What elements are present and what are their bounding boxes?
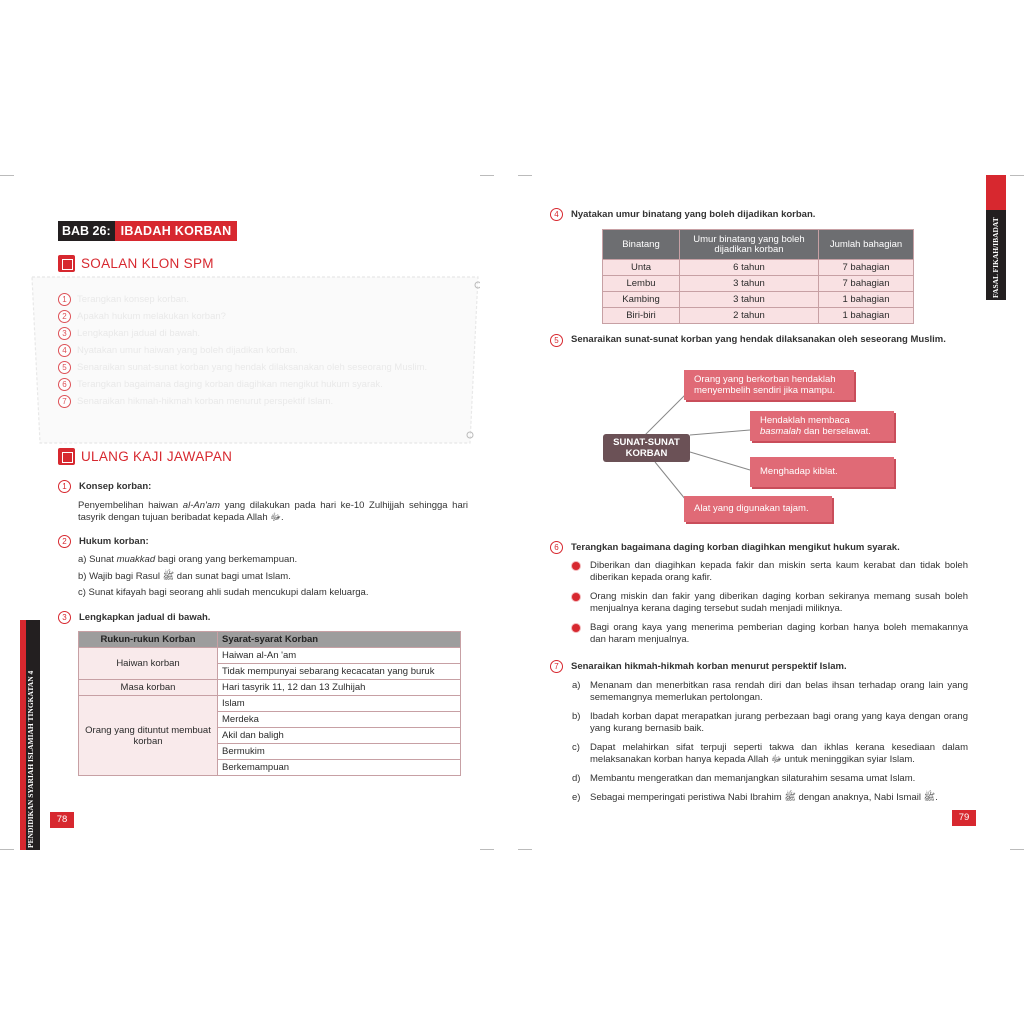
table-cell: Kambing	[603, 292, 680, 308]
soalan-item: 1 Terangkan konsep korban.	[58, 293, 189, 306]
table-header: Rukun-rukun Korban	[79, 632, 218, 648]
table-cell: Orang yang dituntut membuat korban	[79, 696, 218, 776]
table-cell: 6 tahun	[680, 260, 819, 276]
diagram-node: Orang yang berkorban hendaklah menyembelih sendiri jika mampu.	[684, 370, 854, 400]
answer-7-item: Menanam dan menerbitkan rasa rendah diri dan belas ihsan terhadap orang lain yang sememangnya memerlukan pertolongan.	[590, 680, 968, 703]
soalan-item: 4 Nyatakan umur haiwan yang boleh dijadikan korban.	[58, 344, 298, 357]
soalan-item: 2 Apakah hukum melakukan korban?	[58, 310, 226, 323]
crop-mark	[1010, 849, 1024, 850]
table-cell: 3 tahun	[680, 292, 819, 308]
table-header: Umur binatang yang boleh dijadikan korban	[680, 230, 819, 260]
diagram-node: Menghadap kiblat.	[750, 457, 894, 487]
crop-mark	[0, 175, 14, 176]
table-cell: 2 tahun	[680, 308, 819, 324]
soalan-item: 5 Senaraikan sunat-sunat korban yang hendak dilaksanakan oleh seseorang Muslim.	[58, 361, 427, 374]
soalan-item: 3 Lengkapkan jadual di bawah.	[58, 327, 200, 340]
crop-mark	[480, 849, 494, 850]
book-icon	[58, 448, 75, 465]
answer-7-item: Ibadah korban dapat merapatkan jurang perbezaan bagi orang yang kaya dengan orang yang kurang bernasib baik.	[590, 711, 968, 734]
table-cell: Haiwan al-An 'am	[218, 648, 461, 664]
table-cell: 3 tahun	[680, 276, 819, 292]
crop-mark	[480, 175, 494, 176]
table-cell: Haiwan korban	[79, 648, 218, 680]
answer-4-heading: 4 Nyatakan umur binatang yang boleh dijadikan korban.	[550, 208, 815, 221]
answer-6-item: Diberikan dan diagihkan kepada fakir dan miskin serta kaum kerabat dan tidak boleh diberikan kepada orang kafir.	[590, 560, 968, 583]
answer-5-heading: 5 Senaraikan sunat-sunat korban yang hendak dilaksanakan oleh seseorang Muslim.	[550, 334, 970, 347]
list-marker: b)	[572, 711, 581, 722]
table-cell: Biri-biri	[603, 308, 680, 324]
ulang-title: ULANG KAJI JAWAPAN	[81, 449, 233, 464]
book-title-vertical: PENDIDIKAN SYARIAH ISLAMIAH TINGKATAN 4	[26, 670, 35, 848]
answer-2-b: b) Wajib bagi Rasul ﷺ dan sunat bagi umat Islam.	[78, 571, 291, 582]
answer-1-heading: 1 Konsep korban:	[58, 480, 151, 493]
table-cell: Akil dan baligh	[218, 728, 461, 744]
page-number: 78	[50, 812, 74, 828]
soalan-title: SOALAN KLON SPM	[81, 256, 214, 271]
chapter-title: IBADAH KORBAN	[115, 221, 238, 241]
section-title-vertical: FASAL FIKAH/IBADAT	[991, 217, 1000, 298]
soalan-item: 6 Terangkan bagaimana daging korban diagihkan mengikut hukum syarak.	[58, 378, 383, 391]
table-cell: Merdeka	[218, 712, 461, 728]
bullet-icon	[572, 593, 580, 604]
bullet-icon	[572, 562, 580, 573]
book-icon	[58, 255, 75, 272]
table-header: Binatang	[603, 230, 680, 260]
answer-6-item: Bagi orang kaya yang menerima pemberian daging korban hanya boleh memakannya dan haram menjualnya.	[590, 622, 968, 645]
table-cell: 1 bahagian	[819, 292, 914, 308]
table-cell: 7 bahagian	[819, 276, 914, 292]
rukun-table	[78, 631, 461, 776]
crop-mark	[1010, 175, 1024, 176]
table-cell: Hari tasyrik 11, 12 dan 13 Zulhijah	[218, 680, 461, 696]
diagram-node: Hendaklah membaca basmalah dan berselawat.	[750, 411, 894, 441]
diagram-node: Alat yang digunakan tajam.	[684, 496, 832, 522]
chapter-heading	[58, 221, 237, 241]
answer-7-item: Dapat melahirkan sifat terpuji seperti takwa dan ikhlas kerana kesediaan dalam melaksanakan korban hanya kepada Allah ﷻ untuk meninggikan syiar Islam.	[590, 742, 968, 765]
table-cell: Lembu	[603, 276, 680, 292]
bullet-icon	[572, 624, 580, 635]
answer-7-item: Membantu mengeratkan dan memanjangkan silaturahim sesama umat Islam.	[590, 773, 916, 784]
table-cell: Bermukim	[218, 744, 461, 760]
table-cell: 1 bahagian	[819, 308, 914, 324]
answer-7-item: Sebagai memperingati peristiwa Nabi Ibrahim ﷺ dengan anaknya, Nabi Ismail ﷺ.	[590, 792, 938, 803]
answer-2-c: c) Sunat kifayah bagi seorang ahli sudah mencukupi dalam keluarga.	[78, 587, 369, 598]
answer-2-a: a) Sunat muakkad bagi orang yang berkemampuan.	[78, 554, 298, 565]
answer-6-heading: 6 Terangkan bagaimana daging korban diagihkan mengikut hukum syarak.	[550, 541, 900, 554]
list-marker: d)	[572, 773, 581, 784]
table-cell: Tidak mempunyai sebarang kecacatan yang buruk	[218, 664, 461, 680]
table-cell: 7 bahagian	[819, 260, 914, 276]
crop-mark	[518, 849, 532, 850]
page-number: 79	[952, 810, 976, 826]
table-cell: Islam	[218, 696, 461, 712]
table-cell: Berkemampuan	[218, 760, 461, 776]
list-marker: a)	[572, 680, 581, 691]
soalan-heading	[58, 255, 214, 272]
answer-1-body: Penyembelihan haiwan al-An'am yang dilakukan pada hari ke-10 Zulhijjah sehingga hari tasyrik dengan tujuan beribadat kepada Allah ﷻ.	[78, 500, 469, 523]
soalan-item: 7 Senaraikan hikmah-hikmah korban menurut perspektif Islam.	[58, 395, 333, 408]
answer-2-heading: 2 Hukum korban:	[58, 535, 149, 548]
hub-node: SUNAT-SUNAT KORBAN	[603, 434, 690, 462]
answer-3-heading: 3 Lengkapkan jadual di bawah.	[58, 611, 210, 624]
table-header: Syarat-syarat Korban	[218, 632, 461, 648]
answer-6-item: Orang miskin dan fakir yang diberikan daging korban sekiranya memang susah boleh menjualnya kerana daging tersebut sudah menjadi miliknya.	[590, 591, 968, 614]
list-marker: e)	[572, 792, 581, 803]
table-cell: Unta	[603, 260, 680, 276]
crop-mark	[518, 175, 532, 176]
table-cell: Masa korban	[79, 680, 218, 696]
chapter-label: BAB 26:	[58, 221, 115, 241]
umur-table	[602, 229, 914, 324]
answer-7-heading: 7 Senaraikan hikmah-hikmah korban menurut perspektif Islam.	[550, 660, 847, 673]
list-marker: c)	[572, 742, 580, 753]
ulang-heading	[58, 448, 232, 465]
crop-mark	[0, 849, 14, 850]
table-header: Jumlah bahagian	[819, 230, 914, 260]
